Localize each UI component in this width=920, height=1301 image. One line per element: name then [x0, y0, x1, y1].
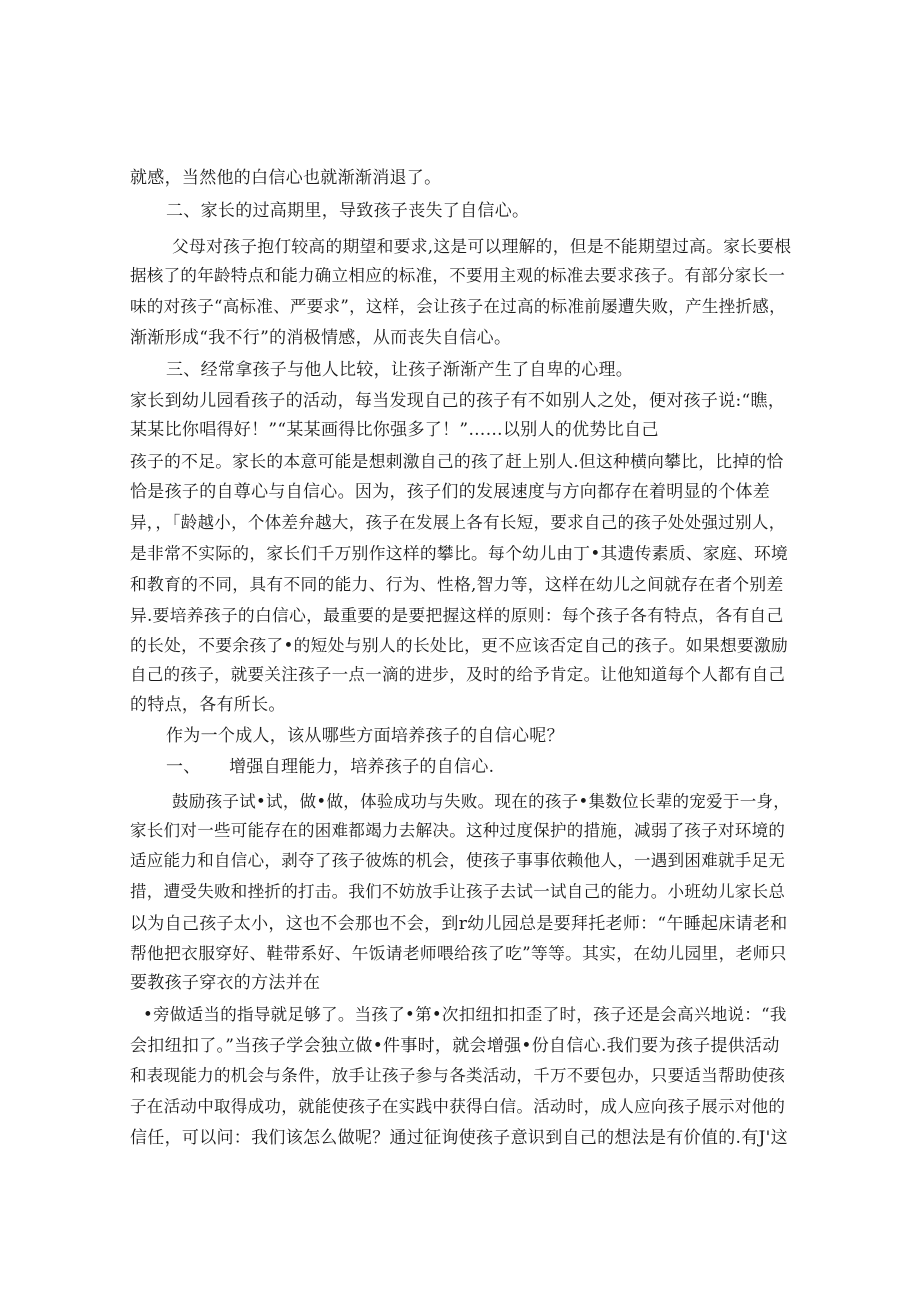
- section-heading: 二、家长的过高期里，导致孩子丧失了自信心。: [166, 201, 530, 221]
- paragraph-line: 孩子的不足。家长的本意可能是想刺激自己的孩了赶上别人.但这种横向攀比，比掉的恰: [130, 451, 784, 471]
- paragraph-line: 的长处，不要余孩了•的短处与别人的长处比，更不应该否定自己的孩子。如果想要激励: [130, 635, 789, 655]
- paragraph-line: 异，，「龄越小，个体差弁越大，孩子在发展上各有长短，要求自己的孩子处处强过别人，: [130, 513, 786, 532]
- paragraph-line: 就感，当然他的白信心也就渐渐消退了。: [130, 168, 442, 188]
- section-heading: 一、 增强自理能力，培养孩子的自信心.: [166, 757, 495, 777]
- paragraph-line: 家长们对一些可能存在的困难都竭力去解决。这种过度保护的措施，减弱了孩子对环境的: [130, 821, 786, 840]
- paragraph-line: •旁做适当的指导就足够了。当孩了•第•次扣纽扣扣歪了时，孩子还是会高兴地说：“我: [143, 1005, 787, 1024]
- paragraph-line: 某某比你唱得好！”“某某画得比你强多了！”……以别人的优势比自己: [130, 420, 659, 440]
- paragraph-line: 是非常不实际的，家长们千万别作这样的攀比。每个幼儿由丁•其遗传素质、家庭、环境: [130, 543, 789, 563]
- paragraph-line: 家长到幼儿园看孩子的活动，每当发现自己的孩子有不如别人之处，便对孩子说:“瞧，: [130, 391, 786, 411]
- paragraph-line: 子在活动中取得成功，就能使孩子在实践中获得白信。活动时，成人应向孩子展示对他的: [130, 1097, 786, 1116]
- paragraph-line: 味的对孩子“高标准、严要求”，这样，会让孩子在过高的标准前屡遭失败，产生挫折感，: [130, 297, 786, 316]
- paragraph-line: 适应能力和自信心，剥夺了孩子彼炼的机会，使孩子事事依赖他人，一遇到困难就手足无: [130, 851, 786, 870]
- paragraph-line: 的特点，各有所长。: [130, 695, 286, 715]
- paragraph-line: 措，遭受失败和挫折的打击。我们不妨放手让孩子去试一试自己的能力。小班幼儿家长总: [130, 882, 786, 901]
- paragraph-line: 和教育的不同，具有不同的能力、行为、性格,智力等，这样在幼儿之间就存在者个别差: [130, 574, 784, 594]
- section-heading: 三、经常拿孩子与他人比较，让孩子渐渐产生了自卑的心理。: [166, 360, 634, 380]
- paragraph-line: 信任，可以问：我们该怎么做呢？通过征询使孩子意识到自己的想法是有价值的.有J'这: [130, 1128, 788, 1148]
- paragraph-line: 和表现能力的机会与条件，放手让孩子参与各类活动，千万不要包办，只要适当帮助使孩: [130, 1066, 786, 1085]
- paragraph-line: 自己的孩子，就要关注孩子一点一滴的进步，及时的给予肯定。让他知道每个人都有自己: [130, 665, 786, 684]
- paragraph-line: 据核了的年龄特点和能力确立相应的标准，不要用主观的标准去要求孩子。有部分家长一: [130, 266, 786, 285]
- paragraph-line: 渐渐形成“我不行”的消极情感，从而丧失自信心。: [130, 328, 512, 348]
- paragraph-line: 恰是孩子的自尊心与自信心。因为，孩子们的发展速度与方向都存在着明显的个体差: [130, 482, 771, 502]
- paragraph-line: 以为自己孩子太小，这也不会那也不会，到r幼儿园总是要拜托老师：“午睡起床请老和: [130, 914, 788, 934]
- paragraph-line: 作为一个成人，该从哪些方面培养孩子的自信心呢？: [166, 726, 564, 746]
- paragraph-line: 要教孩子穿衣的方法并在: [130, 973, 321, 993]
- paragraph-line: 异.要培养孩子的白信心，最重要的是要把握这样的原则：每个孩子各有特点，各有自己: [130, 605, 784, 625]
- paragraph-line: 会扣纽扣了。”当孩子学会独立做•件事时，就会增强•份自信心.我们要为孩子提供活动: [130, 1036, 780, 1056]
- paragraph-line: 帮他把衣服穿好、鞋带系好、午饭请老师喂给孩了吃”等等。其实，在幼儿园里，老师只: [130, 943, 787, 963]
- paragraph-line: 鼓励孩子试•试，做•做，体验成功与失败。现在的孩子•集数位长辈的宠爱于一身，: [172, 792, 791, 811]
- paragraph-line: 父母对孩子抱仃较高的期望和要求,这是可以理解的，但是不能期望过高。家长要根: [172, 236, 792, 256]
